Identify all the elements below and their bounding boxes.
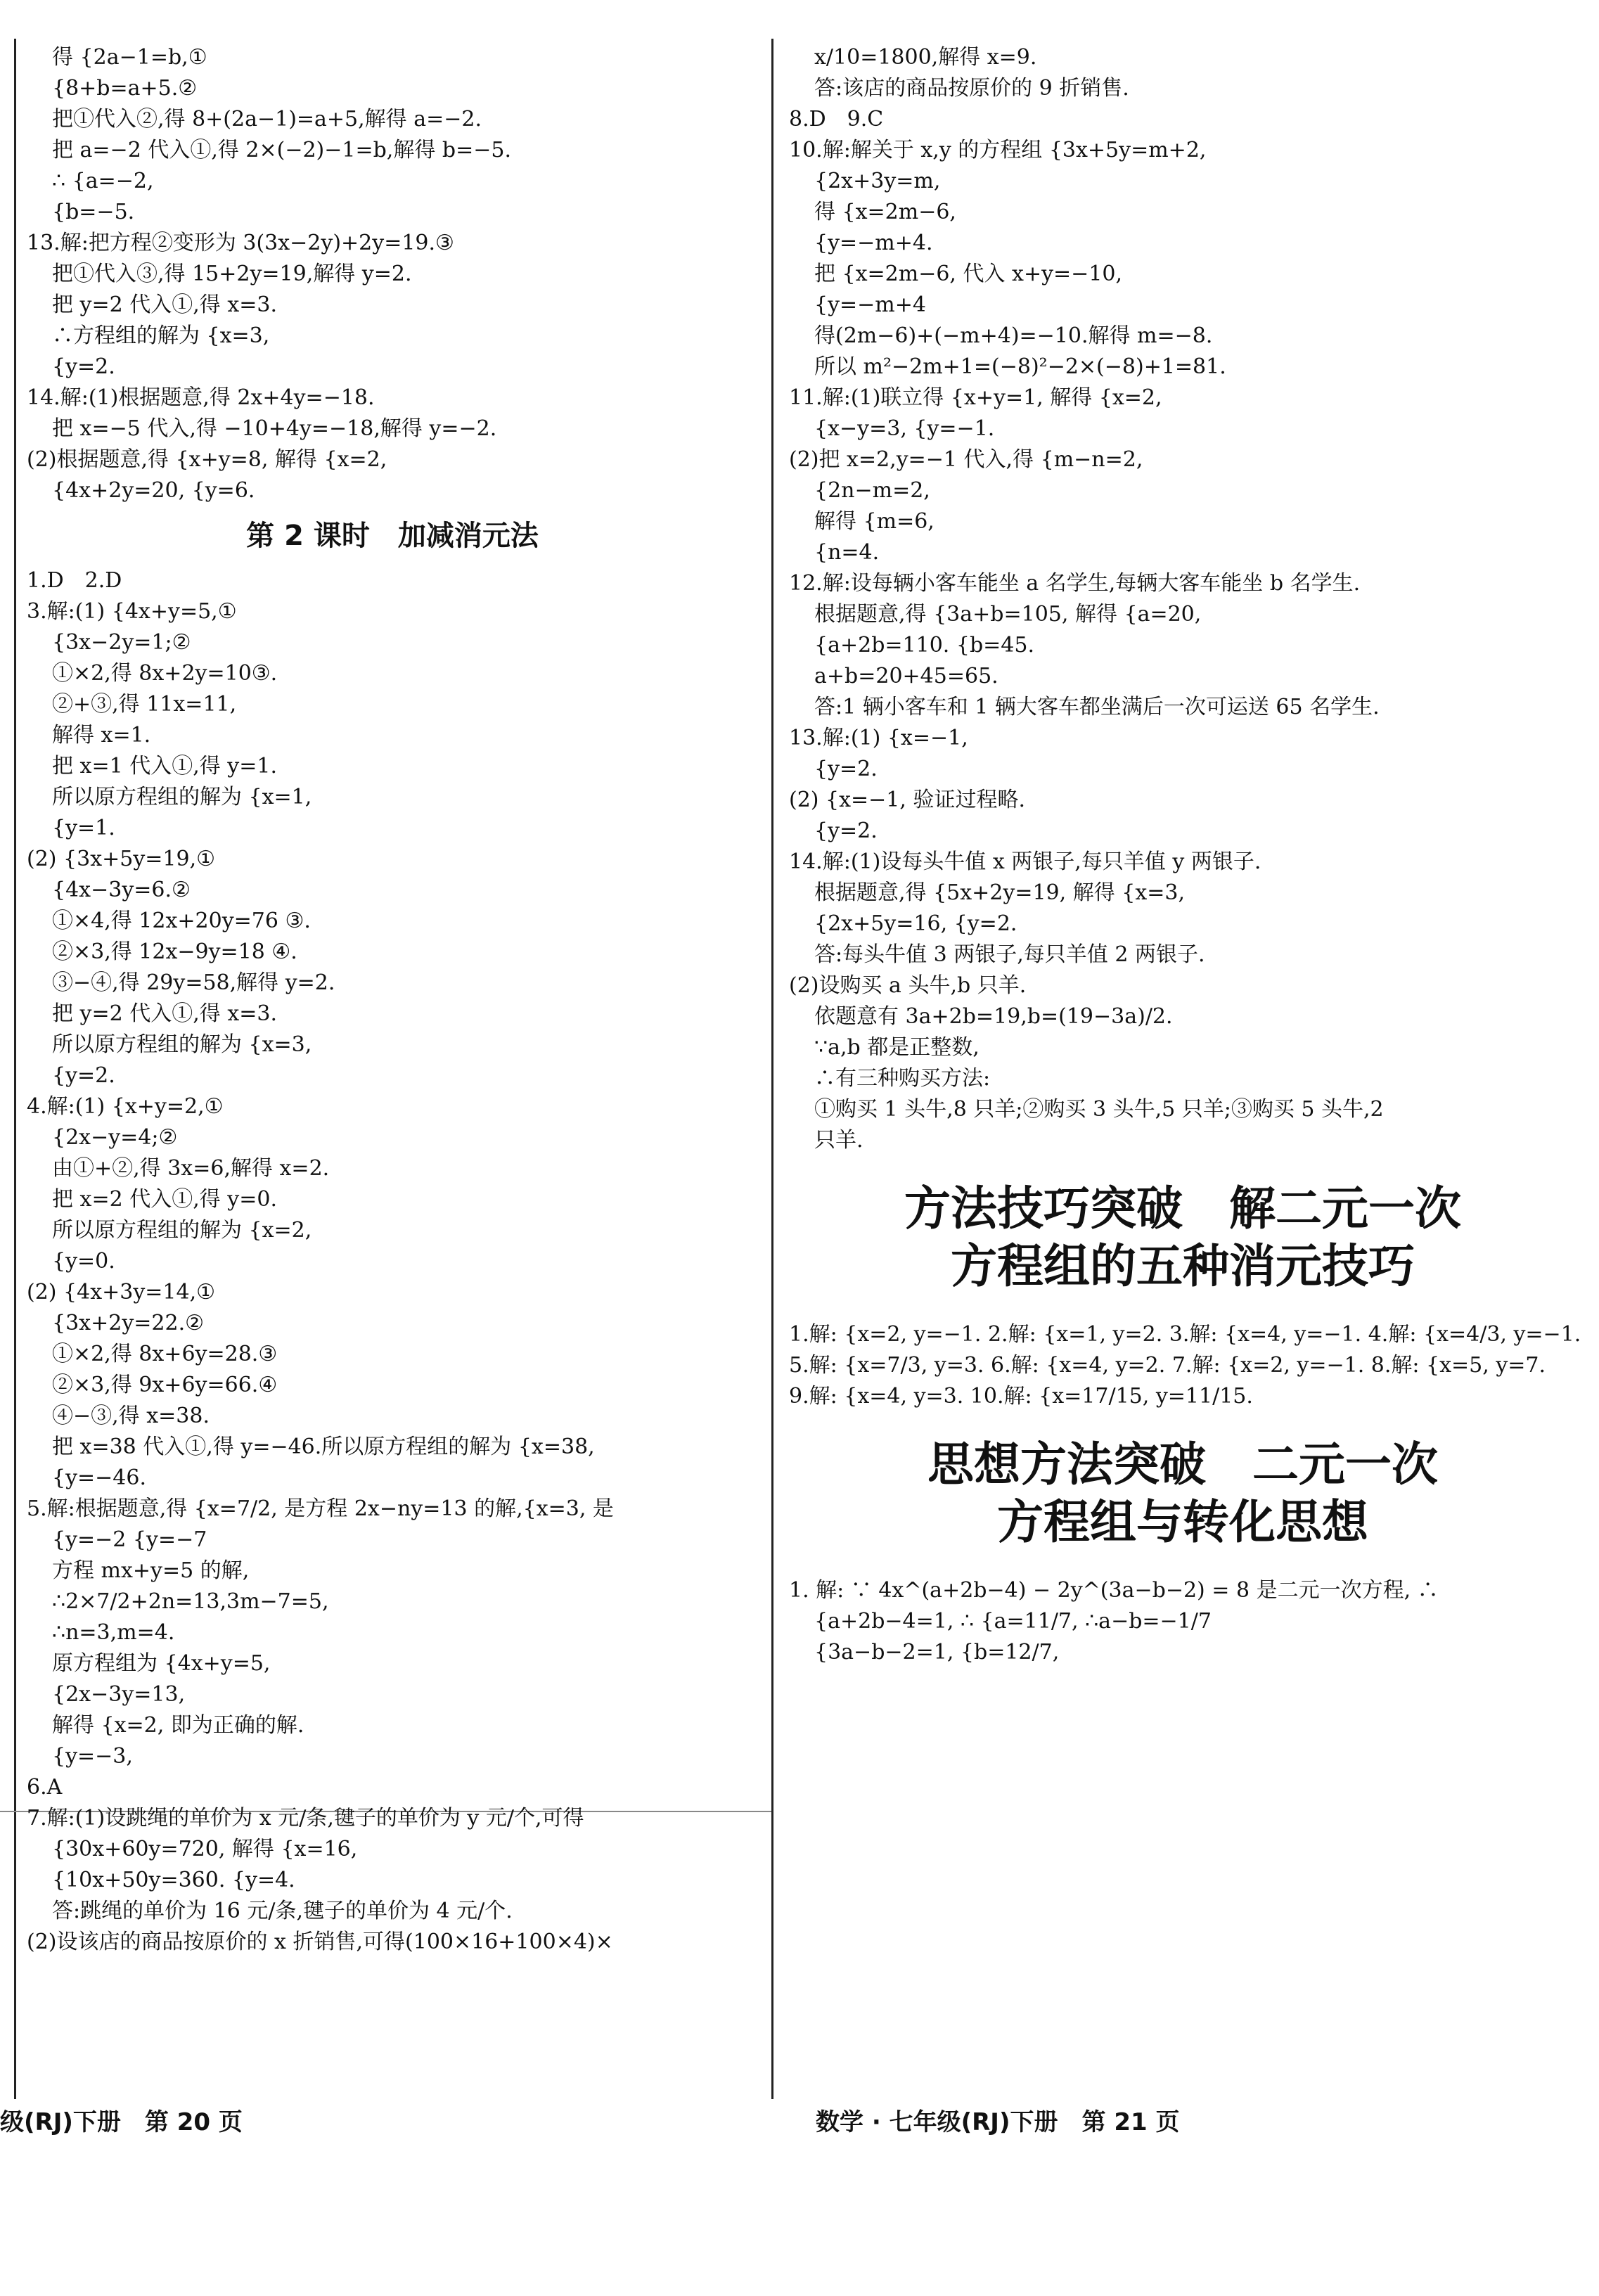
text-line: {y=2. (814, 819, 878, 843)
text-line: 把①代入②,得 8+(2a−1)=a+5,解得 a=−2. (52, 107, 482, 132)
text-line: 解得 {x=2, 即为正确的解. (52, 1713, 304, 1738)
text-line: ①购买 1 头牛,8 只羊;②购买 3 头牛,5 只羊;③购买 5 头牛,2 (814, 1097, 1384, 1122)
column-divider (771, 39, 773, 2099)
text-line: 12.解:设每辆小客车能坐 a 名学生,每辆大客车能坐 b 名学生. (789, 571, 1361, 596)
text-line: {3a−b−2=1, {b=12/7, (814, 1640, 1060, 1665)
footer-right: 数学 · 七年级(RJ)下册 第 21 页 (816, 2108, 1180, 2136)
text-line: 根据题意,得 {5x+2y=19, 解得 {x=3, (814, 880, 1186, 905)
idea-title-line2: 方程组与转化思想 (997, 1495, 1368, 1549)
text-line: {2x−3y=13, (52, 1682, 186, 1707)
footer-left: 级(RJ)下册 第 20 页 (0, 2108, 243, 2136)
left-margin-rule (14, 39, 16, 2099)
text-line: 10.解:解关于 x,y 的方程组 {3x+5y=m+2, (789, 138, 1207, 162)
text-line: 解得 x=1. (52, 723, 151, 748)
text-line: {x−y=3, {y=−1. (814, 416, 995, 441)
text-line: 只羊. (814, 1128, 863, 1153)
text-line: 把 {x=2m−6, 代入 x+y=−10, (814, 262, 1123, 286)
left-column (27, 42, 758, 1958)
text-line: ②×3,得 9x+6y=66.④ (52, 1373, 278, 1397)
text-line: ∴方程组的解为 {x=3, (52, 323, 270, 348)
text-line: 14.解:(1)设每头牛值 x 两银子,每只羊值 y 两银子. (789, 849, 1261, 874)
text-line: 6.A (27, 1775, 63, 1800)
text-line: 得(2m−6)+(−m+4)=−10.解得 m=−8. (814, 323, 1213, 348)
text-line: 把 x=−5 代入,得 −10+4y=−18,解得 y=−2. (52, 416, 497, 441)
text-line: 把 x=2 代入①,得 y=0. (52, 1187, 277, 1212)
text-line: 所以原方程组的解为 {x=2, (52, 1218, 312, 1243)
text-line: {a+2b−4=1, ∴ {a=11/7, ∴a−b=−1/7 (814, 1609, 1212, 1634)
text-line: ④−③,得 x=38. (52, 1404, 210, 1428)
text-line: ∴有三种购买方法: (814, 1066, 991, 1091)
text-line: (2) {4x+3y=14,① (27, 1280, 216, 1304)
text-line: 依题意有 3a+2b=19,b=(19−3a)/2. (814, 1004, 1173, 1029)
text-line: {30x+60y=720, 解得 {x=16, (52, 1837, 358, 1861)
text-line: 8.D 9.C (789, 107, 884, 132)
text-line: 5.解: {x=7/3, y=3. 6.解: {x=4, y=2. 7.解: {x=2, y=−1. 8.解: {x=5, y=7. (789, 1353, 1546, 1378)
text-line: 3.解:(1) {4x+y=5,① (27, 599, 237, 624)
text-line: 把 a=−2 代入①,得 2×(−2)−1=b,解得 b=−5. (52, 138, 511, 162)
text-line: {n=4. (814, 540, 880, 565)
left-block-top (27, 42, 758, 506)
text-line: 把 x=38 代入①,得 y=−46.所以原方程组的解为 {x=38, (52, 1435, 595, 1459)
text-line: {2x+5y=16, {y=2. (814, 911, 1017, 936)
text-line: 答:1 辆小客车和 1 辆大客车都坐满后一次可运送 65 名学生. (814, 695, 1380, 719)
text-line: (2)设该店的商品按原价的 x 折销售,可得(100×16+100×4)× (27, 1930, 613, 1954)
text-line: ①×2,得 8x+2y=10③. (52, 661, 278, 686)
text-line: 1. 解: ∵ 4x^(a+2b−4) − 2y^(3a−b−2) = 8 是二元一次方程, ∴ (789, 1578, 1439, 1603)
text-line: (2) {x=−1, 验证过程略. (789, 788, 1026, 812)
text-line: 答:跳绳的单价为 16 元/条,毽子的单价为 4 元/个. (52, 1899, 513, 1923)
method-title-line2: 方程组的五种消元技巧 (951, 1239, 1415, 1293)
text-line: {a+2b=110. {b=45. (814, 633, 1035, 658)
text-line: 9.解: {x=4, y=3. 10.解: {x=17/15, y=11/15. (789, 1384, 1253, 1409)
text-line: {3x−2y=1;② (52, 630, 191, 655)
text-line: {8+b=a+5.② (52, 76, 198, 101)
text-line: 答:该店的商品按原价的 9 折销售. (814, 76, 1129, 101)
text-line: 13.解:(1) {x=−1, (789, 726, 968, 750)
text-line: ∴2×7/2+2n=13,3m−7=5, (52, 1589, 329, 1614)
text-line: {y=−2 {y=−7 (52, 1527, 207, 1552)
text-line: 13.解:把方程②变形为 3(3x−2y)+2y=19.③ (27, 231, 454, 255)
text-line: ①×4,得 12x+20y=76 ③. (52, 909, 311, 933)
text-line: 1.D 2.D (27, 568, 122, 593)
text-line: 原方程组为 {4x+y=5, (52, 1651, 271, 1676)
text-line: 7.解:(1)设跳绳的单价为 x 元/条,毽子的单价为 y 元/个,可得 (27, 1806, 584, 1830)
text-line: 把 y=2 代入①,得 x=3. (52, 293, 277, 317)
final-block (789, 1575, 1576, 1668)
text-line: 方程 mx+y=5 的解, (52, 1558, 250, 1583)
text-line: 11.解:(1)联立得 {x+y=1, 解得 {x=2, (789, 385, 1162, 410)
text-line: {2x+3y=m, (814, 169, 941, 193)
text-line: ∴ {a=−2, (52, 169, 154, 193)
text-line: 14.解:(1)根据题意,得 2x+4y=−18. (27, 385, 375, 410)
text-line: (2)把 x=2,y=−1 代入,得 {m−n=2, (789, 447, 1143, 472)
text-line: 把 x=1 代入①,得 y=1. (52, 754, 277, 778)
text-line: 解得 {m=6, (814, 509, 935, 534)
text-line: 由①+②,得 3x=6,解得 x=2. (52, 1156, 330, 1181)
text-line: {y=−m+4 (814, 293, 926, 317)
text-line: {y=−46. (52, 1466, 147, 1490)
text-line: 所以 m²−2m+1=(−8)²−2×(−8)+1=81. (814, 354, 1226, 379)
text-line: ∵a,b 都是正整数, (814, 1035, 980, 1060)
text-line: 1.解: {x=2, y=−1. 2.解: {x=1, y=2. 3.解: {x=4, y=−1. 4.解: {x=4/3, y=−1. (789, 1322, 1581, 1347)
text-line: (2) {3x+5y=19,① (27, 847, 216, 871)
text-line: {3x+2y=22.② (52, 1311, 205, 1335)
text-line: {y=1. (52, 816, 115, 840)
text-line: ③−④,得 29y=58,解得 y=2. (52, 970, 335, 995)
text-line: {4x+2y=20, {y=6. (52, 478, 255, 503)
text-line: x/10=1800,解得 x=9. (814, 45, 1037, 70)
text-line: {4x−3y=6.② (52, 878, 191, 902)
text-line: (2)根据题意,得 {x+y=8, 解得 {x=2, (27, 447, 387, 472)
text-line: ②×3,得 12x−9y=18 ④. (52, 939, 297, 964)
right-column (789, 42, 1581, 1668)
text-line: a+b=20+45=65. (814, 664, 998, 688)
text-line: 得 {2a−1=b,① (52, 45, 207, 70)
text-line: 答:每头牛值 3 两银子,每只羊值 2 两银子. (814, 942, 1205, 967)
text-line: 把 y=2 代入①,得 x=3. (52, 1001, 277, 1026)
text-line: 所以原方程组的解为 {x=3, (52, 1032, 312, 1057)
text-line: {b=−5. (52, 200, 135, 224)
right-block-top (789, 42, 1576, 1156)
text-line: {y=2. (52, 354, 115, 379)
text-line: {y=2. (52, 1063, 115, 1088)
text-line: 所以原方程组的解为 {x=1, (52, 785, 312, 809)
text-line: {y=−3, (52, 1744, 133, 1769)
text-line: {2x−y=4;② (52, 1125, 178, 1150)
idea-title-line1: 思想方法突破 二元一次 (927, 1437, 1438, 1492)
text-line: ①×2,得 8x+6y=28.③ (52, 1342, 278, 1366)
text-line: 4.解:(1) {x+y=2,① (27, 1094, 224, 1119)
text-line: 得 {x=2m−6, (814, 200, 956, 224)
text-line: 根据题意,得 {3a+b=105, 解得 {a=20, (814, 602, 1202, 627)
section-heading: 第 2 课时 加减消元法 (246, 520, 539, 552)
left-block-main (27, 565, 758, 1958)
text-line: {10x+50y=360. {y=4. (52, 1868, 295, 1892)
text-line: (2)设购买 a 头牛,b 只羊. (789, 973, 1027, 998)
text-line: {y=0. (52, 1249, 115, 1274)
text-line: {y=−m+4. (814, 231, 933, 255)
text-line: {2n−m=2, (814, 478, 930, 503)
text-line: 5.解:根据题意,得 {x=7/2, 是方程 2x−ny=13 的解,{x=3, 是 (27, 1496, 614, 1521)
text-line: 把①代入③,得 15+2y=19,解得 y=2. (52, 262, 412, 286)
text-line: {y=2. (814, 757, 878, 781)
text-line: ∴n=3,m=4. (52, 1620, 175, 1645)
method-title-line1: 方法技巧突破 解二元一次 (904, 1181, 1461, 1236)
text-line: ②+③,得 11x=11, (52, 692, 237, 717)
answer-grid (789, 1319, 1581, 1412)
